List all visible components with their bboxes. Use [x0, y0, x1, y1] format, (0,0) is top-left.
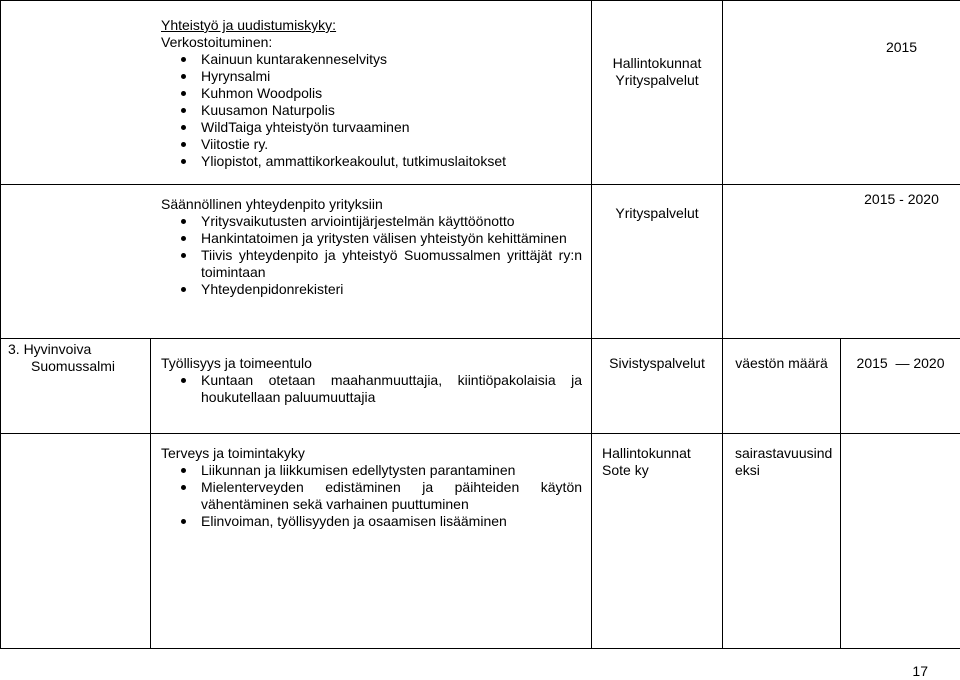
bullet-list — [161, 372, 582, 406]
list-item: Yritysvaikutusten arviointijärjestelmän käyttöönotto — [161, 213, 582, 230]
bullet-list — [161, 51, 582, 170]
responsible-text: Yrityspalvelut — [615, 205, 699, 221]
list-item: Yhteydenpidonrekisteri — [161, 281, 582, 298]
indicator-text: sairastavuusindeksi — [735, 445, 833, 478]
schedule-text: 2015 - 2020 — [864, 191, 939, 207]
table-row — [1, 185, 960, 339]
table-row — [1, 1, 960, 185]
goal-cell — [1, 434, 151, 649]
schedule-text: 2015 — [885, 39, 918, 55]
row1-heading: Yhteistyö ja uudistumiskyky: — [161, 17, 337, 33]
responsible-text: Hallintokunnat — [602, 445, 691, 461]
list-item: Hyrynsalmi — [161, 68, 582, 85]
list-item: Viitostie ry. — [161, 136, 582, 153]
schedule-text: 2015 — 2020 — [856, 355, 945, 371]
goal-title: 3. Hyvinvoiva — [8, 341, 92, 357]
list-item: Hankintatoimen ja yritysten välisen yhteistyön kehittäminen — [161, 230, 582, 247]
page-number: 17 — [912, 663, 928, 679]
indicator-cell — [723, 434, 841, 649]
goal-title: Suomussalmi — [31, 358, 116, 374]
responsible-cell — [592, 434, 723, 649]
indicator-text: väestön määrä — [735, 355, 828, 371]
list-item: WildTaiga yhteistyön turvaaminen — [161, 119, 582, 136]
content-cell — [151, 434, 592, 649]
list-item: Kuhmon Woodpolis — [161, 85, 582, 102]
row1-subheading: Verkostoituminen: — [161, 34, 273, 50]
responsible-cell — [592, 185, 723, 339]
list-item: Tiivis yhteydenpito ja yhteistyö Suomussalmen yrittäjät ry:n toimintaan — [161, 247, 582, 281]
responsible-text: Yrityspalvelut — [615, 72, 699, 88]
bullet-list — [161, 462, 582, 530]
list-item: Liikunnan ja liikkumisen edellytysten parantaminen — [161, 462, 582, 479]
schedule-cell — [723, 185, 960, 339]
content-cell — [1, 1, 592, 185]
list-item: Kuusamon Naturpolis — [161, 102, 582, 119]
list-item: Elinvoiman, työllisyyden ja osaamisen lisääminen — [161, 513, 582, 530]
row4-heading: Terveys ja toimintakyky — [161, 445, 305, 461]
goal-cell — [1, 339, 151, 434]
schedule-cell — [841, 339, 960, 434]
responsible-cell — [592, 1, 723, 185]
content-cell — [1, 185, 592, 339]
content-cell — [151, 339, 592, 434]
table-row — [1, 339, 960, 434]
table-row — [1, 434, 960, 649]
responsible-cell — [592, 339, 723, 434]
list-item: Mielenterveyden edistäminen ja päihteiden käytön vähentäminen sekä varhainen puuttuminen — [161, 479, 582, 513]
schedule-cell — [723, 1, 960, 185]
responsible-text: Sote ky — [602, 462, 649, 478]
row3-heading: Työllisyys ja toimeentulo — [161, 355, 312, 371]
schedule-cell — [841, 434, 960, 649]
indicator-cell — [723, 339, 841, 434]
list-item: Kainuun kuntarakenneselvitys — [161, 51, 582, 68]
responsible-text: Hallintokunnat — [612, 55, 702, 71]
responsible-text: Sivistyspalvelut — [609, 355, 705, 371]
list-item: Yliopistot, ammattikorkeakoulut, tutkimuslaitokset — [161, 153, 582, 170]
row2-heading: Säännöllinen yhteydenpito yrityksiin — [161, 196, 383, 212]
list-item: Kuntaan otetaan maahanmuuttajia, kiintiöpakolaisia ja houkutellaan paluumuuttajia — [161, 372, 582, 406]
bullet-list — [161, 213, 582, 298]
